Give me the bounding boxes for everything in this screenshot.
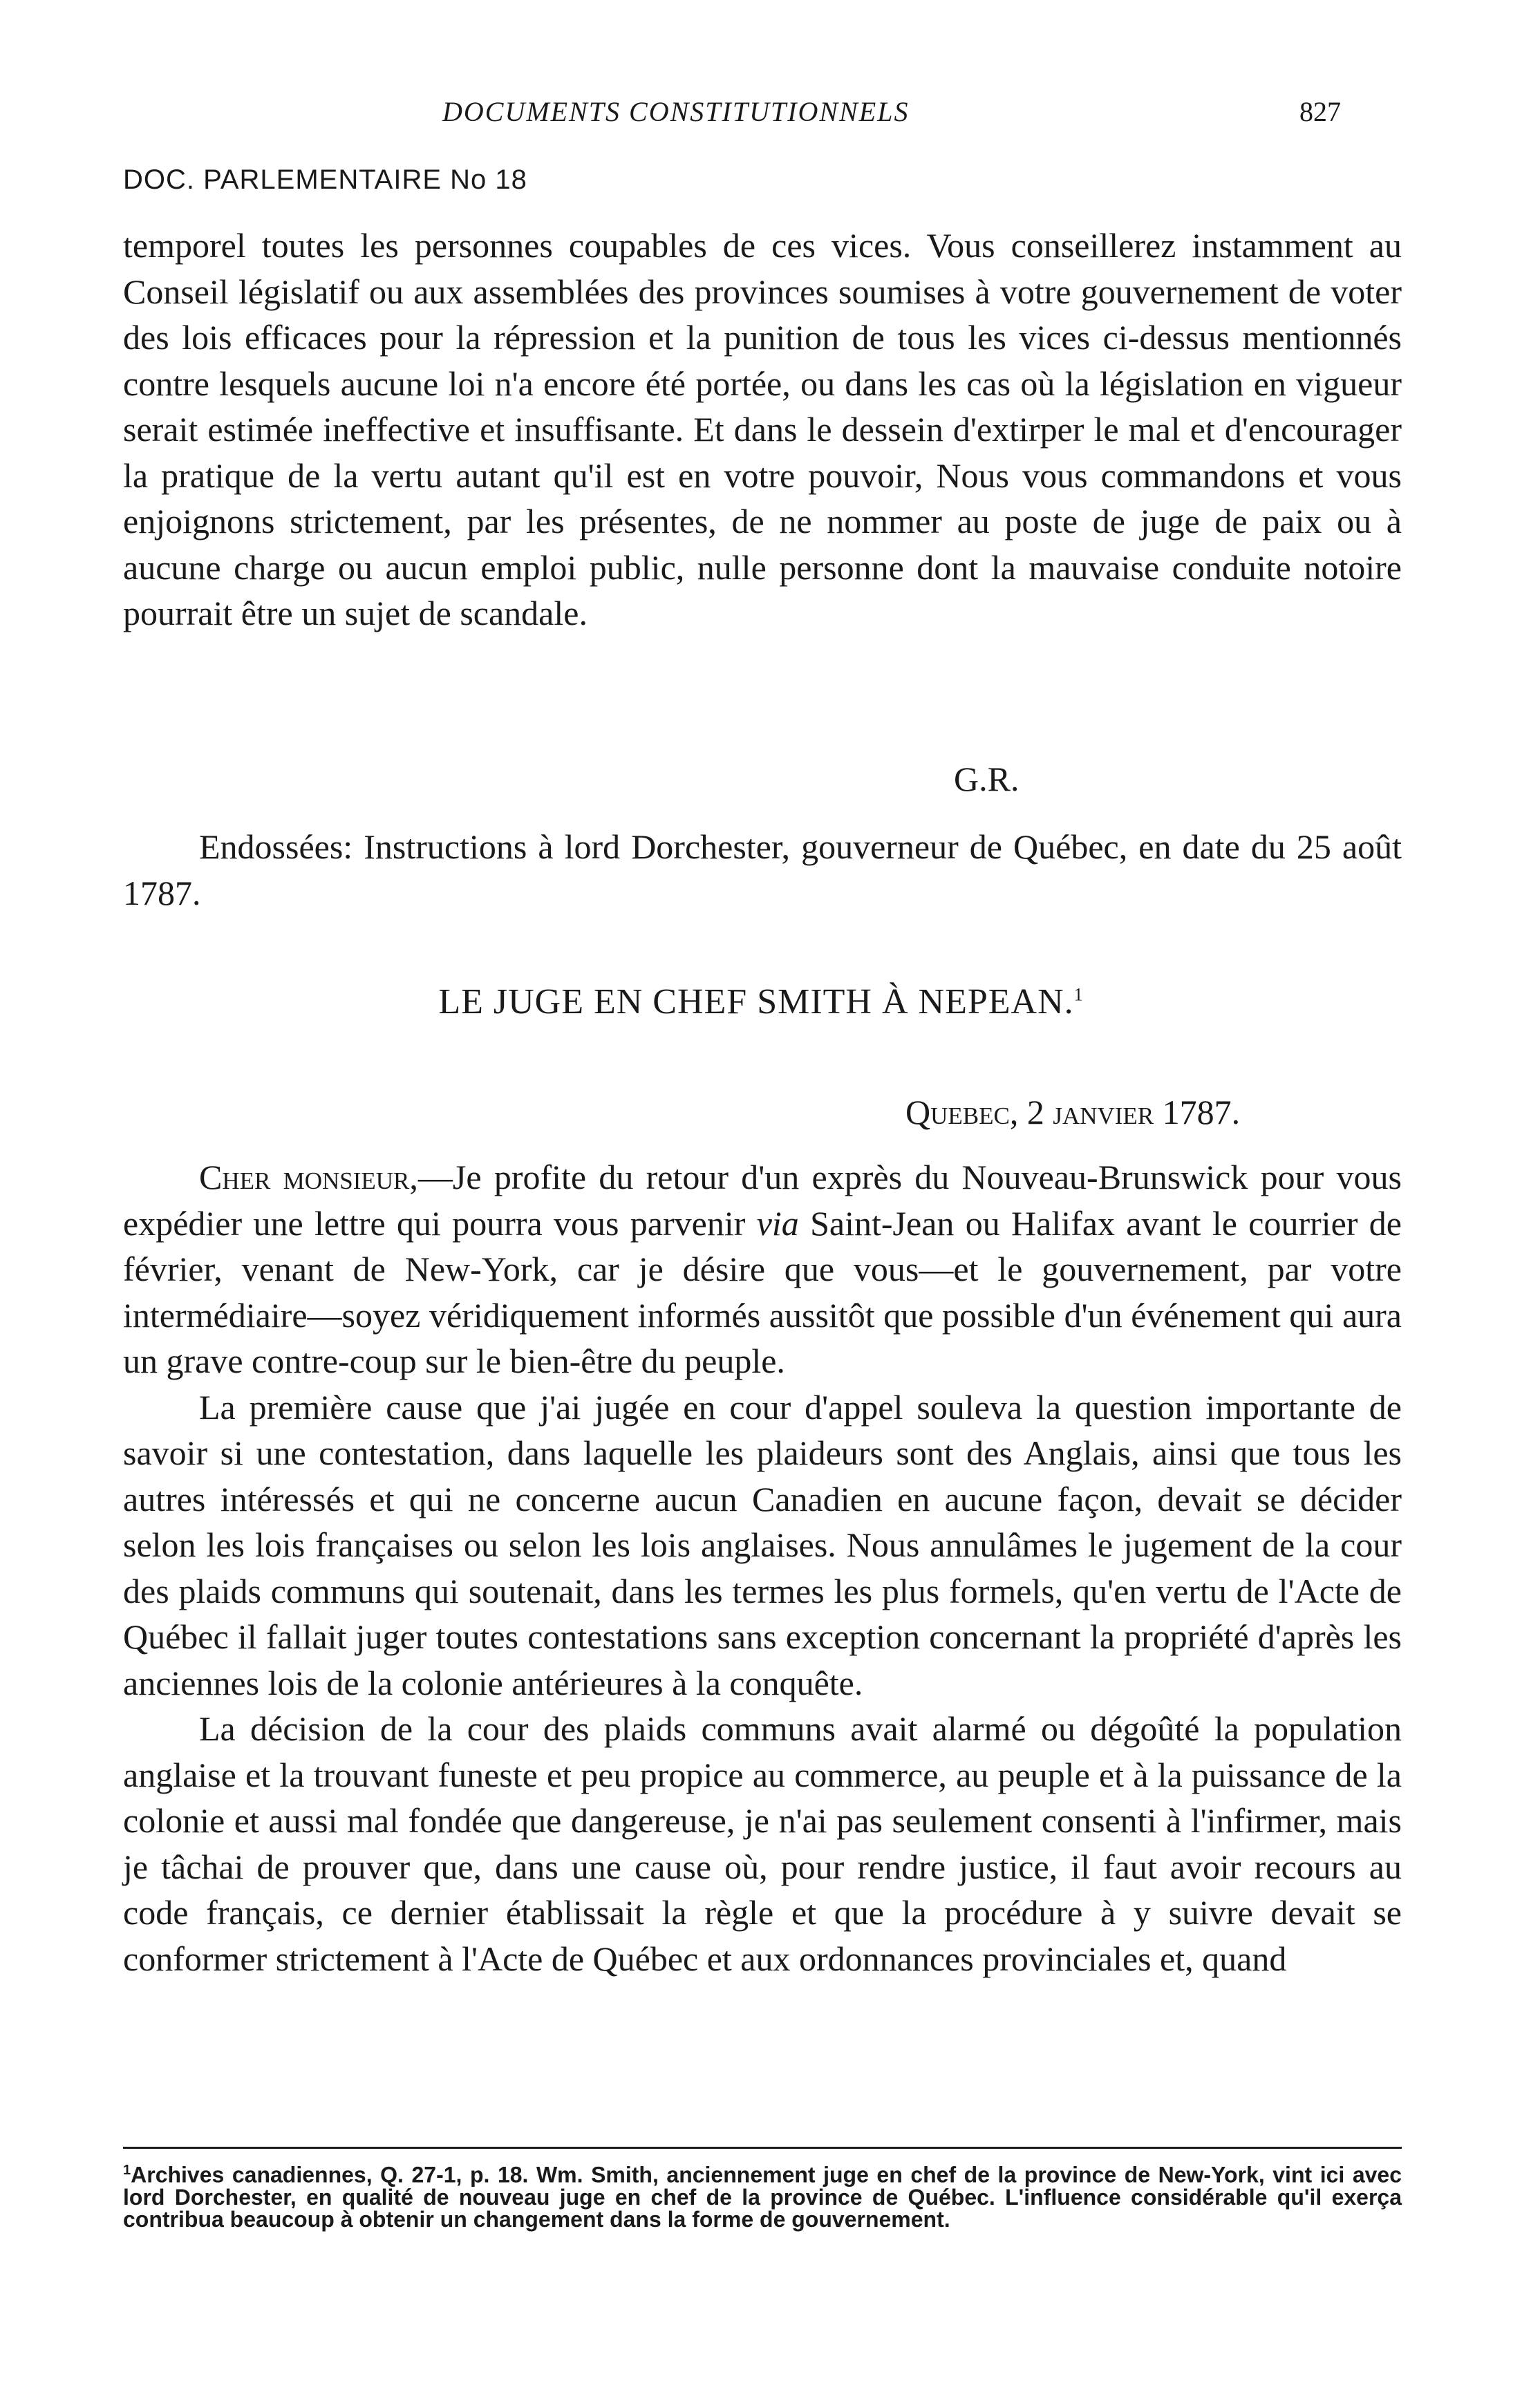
doc-label: DOC. PARLEMENTAIRE No 18 bbox=[123, 164, 527, 195]
letter-paragraph-3: La décision de la cour des plaids communs avait alarmé ou dégoûté la population anglaise et la trouvant funeste et peu propice au commerce, au peuple et à la puissance de la colonie et aussi mal fondée que dangereuse, je n'ai pas seulement consenti à l'infirmer, mais je tâchai de prouver que, dans une cause où, pour rendre justice, il faut avoir recours au code français, ce dernier établissait la règle et que la procédure à y suivre devait se conformer strictement à l'Acte de Québec et aux ordonnances provinciales et, quand bbox=[123, 1709, 1402, 1978]
dateline: Quebec, 2 janvier 1787. bbox=[905, 1093, 1241, 1131]
footnote-text: Archives canadiennes, Q. 27-1, p. 18. Wm. Smith, anciennement juge en chef de la province de New-York, vint ici avec lord Dorchester, en qualité de nouveau juge en chef de la province de Québec. L'influence considérable qu'il exerça contribua beaucoup à obtenir un changement dans la forme de gouvernement. bbox=[123, 2162, 1402, 2232]
title-footnote-marker: 1 bbox=[1073, 984, 1084, 1005]
p1-via: via bbox=[756, 1203, 799, 1243]
footnote bbox=[123, 2159, 1402, 2230]
letter-paragraph-2: La première cause que j'ai jugée en cour d'appel souleva la question importante de savoir si une contestation, dans laquelle les plaideurs sont des Anglais, ainsi que tous les autres intéressés et qui ne concerne aucun Canadien en aucune façon, devait se décider selon les lois françaises ou selon les lois anglaises. Nous annulâmes le jugement de la cour des plaids communs qui soutenait, dans les termes les plus formels, qu'en vertu de l'Acte de Québec il fallait juger toutes contestations sans exception concernant la propriété d'après les anciennes lois de la colonie antérieures à la conquête. bbox=[123, 1387, 1402, 1702]
p1-part1: —Je profite du retour d'un exprès du Nouveau-Brunswick pour vous expédier une lettre qui pourra vous parvenir bbox=[123, 1158, 1402, 1243]
letter-title bbox=[0, 981, 1522, 1022]
endorsement-text: Endossées: Instructions à lord Dorchester, gouverneur de Québec, en date du 25 août 1787. bbox=[123, 827, 1402, 912]
endorsement-paragraph bbox=[123, 824, 1402, 916]
letter-paragraph-1 bbox=[123, 1154, 1402, 1384]
letter-title-text: LE JUGE EN CHEF SMITH À NEPEAN. bbox=[438, 982, 1074, 1022]
continuation-paragraph bbox=[123, 223, 1402, 637]
footnote-marker: 1 bbox=[123, 2163, 131, 2178]
running-title: DOCUMENTS CONSTITUTIONNELS bbox=[442, 96, 910, 127]
page-number: 827 bbox=[1299, 96, 1341, 127]
salutation: Cher monsieur, bbox=[199, 1158, 418, 1196]
p1-part2: Saint-Jean ou Halifax avant le courrier de février, venant de New-York, car je désire que vous—et le gouvernement, par votre intermédiaire—soyez véridiquement informés aussitôt que possible d'un événement qui aura un grave contre-coup sur le bien-être du peuple. bbox=[123, 1203, 1402, 1380]
signature: G.R. bbox=[954, 760, 1020, 798]
footnote-rule bbox=[123, 2147, 1402, 2149]
continuation-text: temporel toutes les personnes coupables de ces vices. Vous conseillerez instamment au Conseil législatif ou aux assemblées des provinces soumises à votre gouvernement de voter des lois efficaces pour la répression et la punition de tous les vices ci-dessus mentionnés contre lesquels aucune loi n'a encore été portée, ou dans les cas où la législation en vigueur serait estimée ineffective et insuffisante. Et dans le dessein d'extirper le mal et d'encourager la pratique de la vertu autant qu'il est en votre pouvoir, Nous vous commandons et vous enjoignons strictement, par les présentes, de ne nommer au poste de juge de paix ou à aucune charge ou aucun emploi public, nulle personne dont la mauvaise conduite notoire pourrait être un sujet de scandale. bbox=[123, 226, 1402, 632]
letter-body bbox=[123, 1154, 1402, 1982]
